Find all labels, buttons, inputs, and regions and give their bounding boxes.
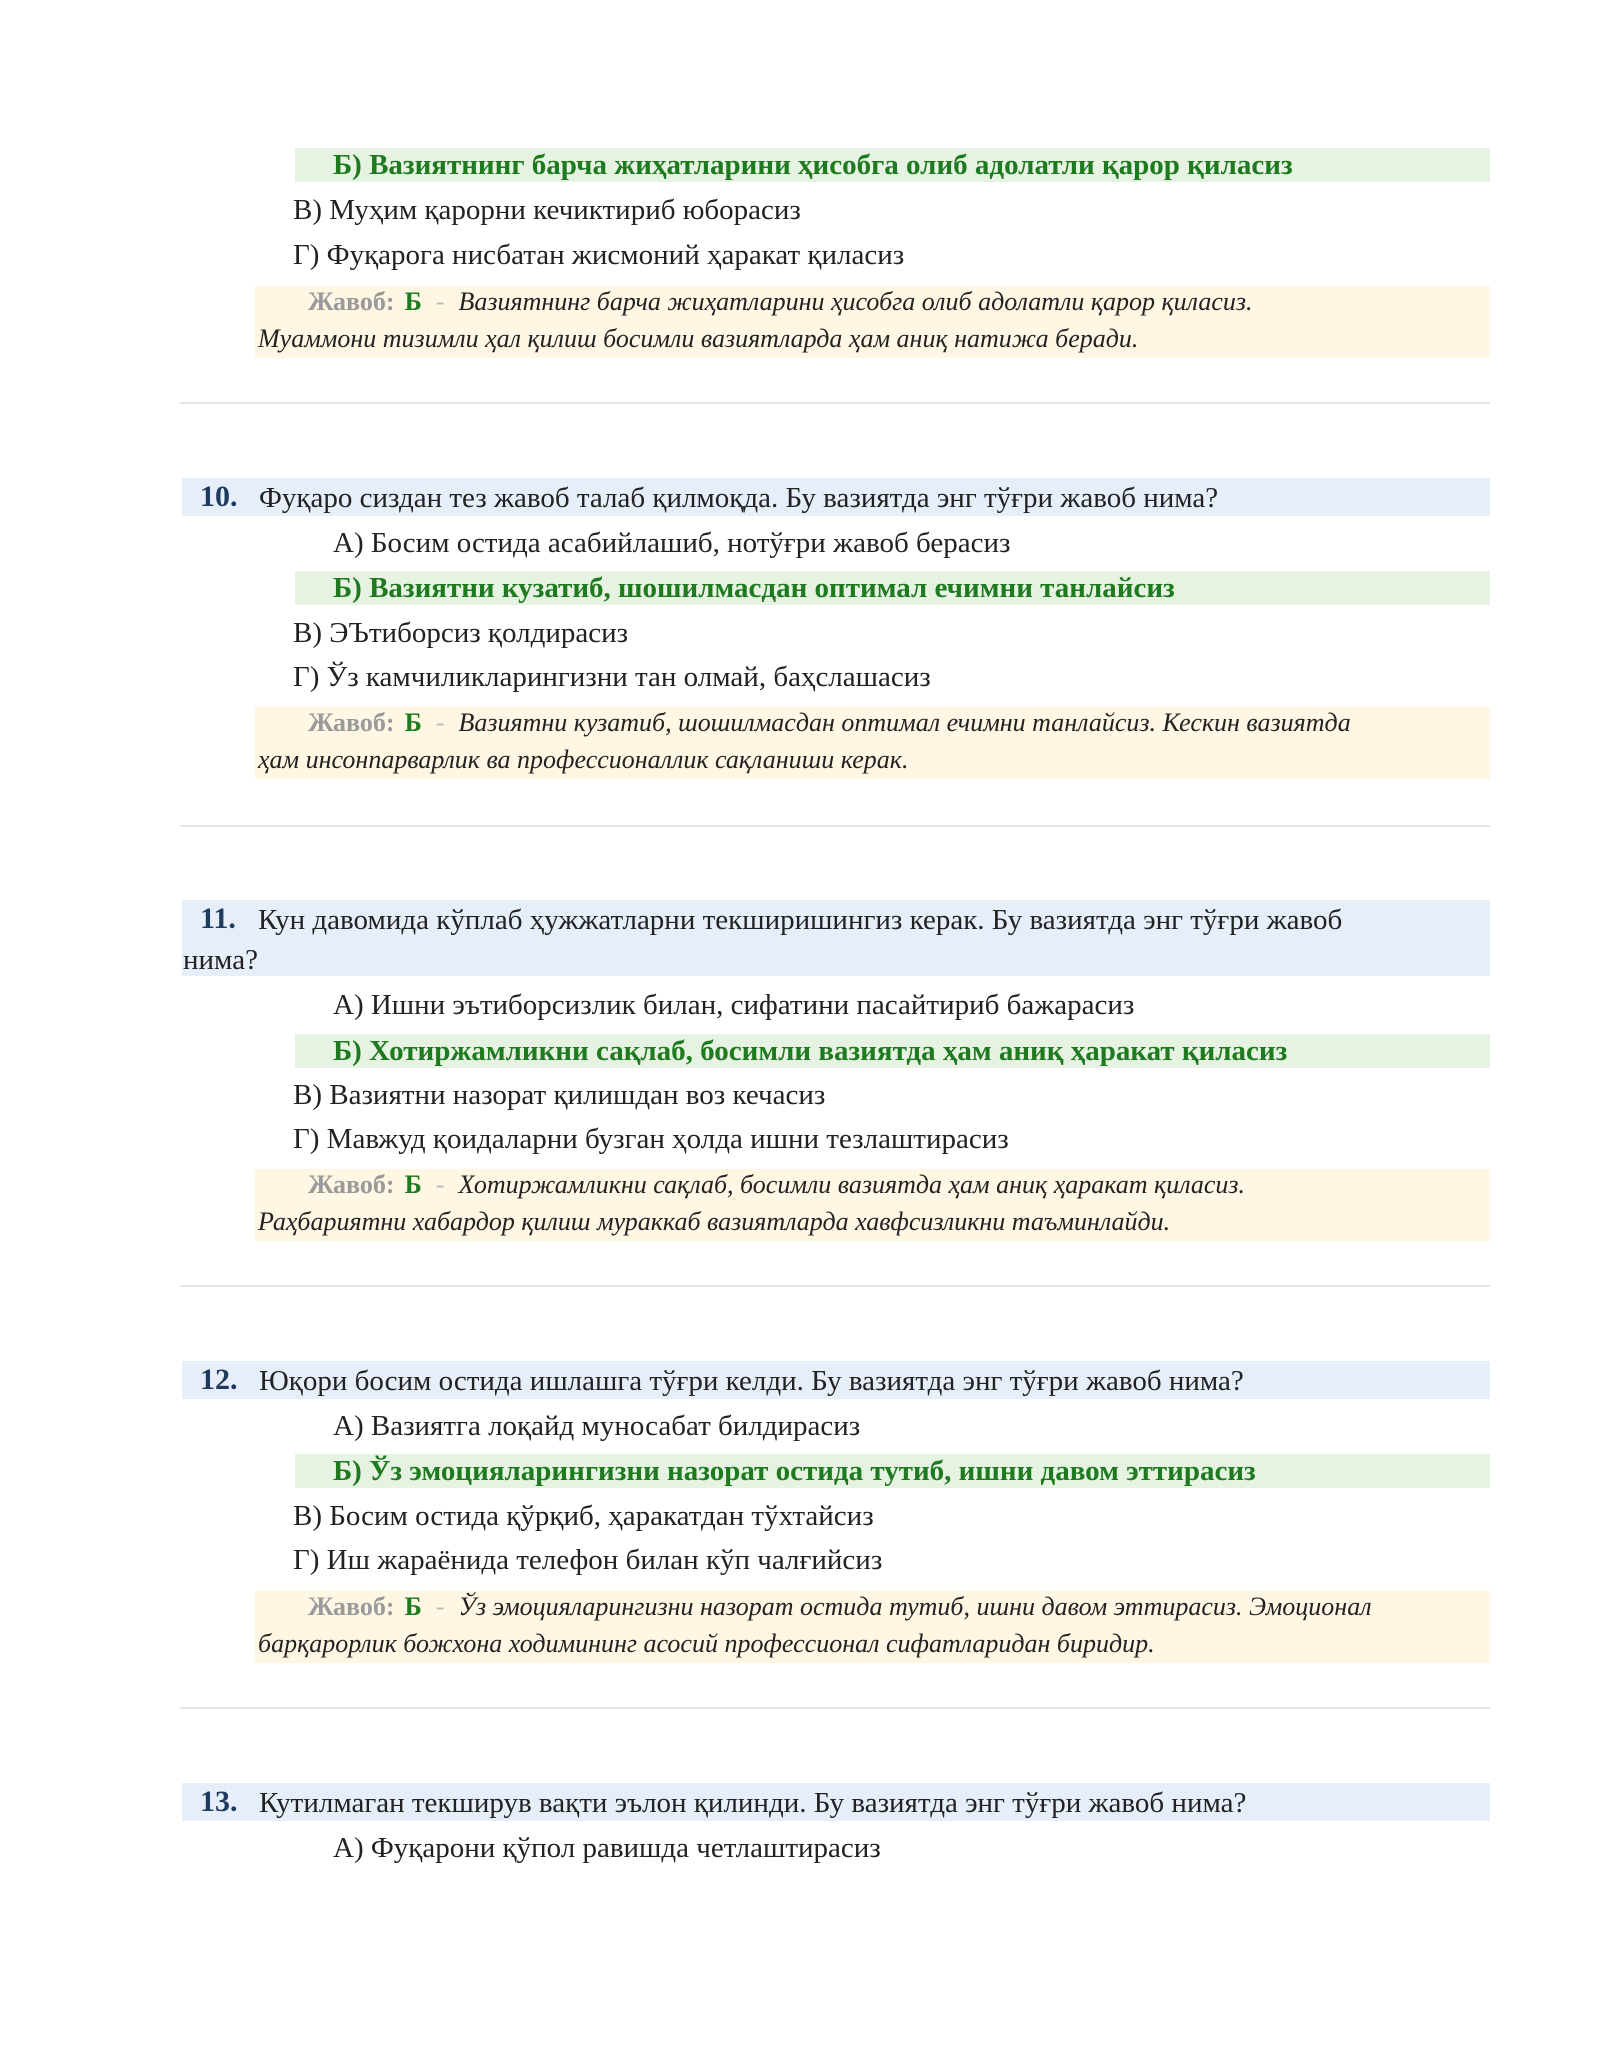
question-number: 10. [200, 480, 238, 513]
answer-line-2: Раҳбариятни хабардор қилиш мураккаб вазиятларда хавфсизликни таъминлайди. [258, 1207, 1171, 1236]
option-a: А) Ишни эътиборсизлик билан, сифатини пасайтириб бажарасиз [333, 989, 1135, 1021]
question-text: Юқори босим остида ишлашга тўғри келди. Бу вазиятда энг тўғри жавоб нима? [259, 1365, 1244, 1397]
answer-line-2: Муаммони тизимли ҳал қилиш босимли вазиятларда ҳам аниқ натижа беради. [258, 324, 1139, 353]
option-v: В) Муҳим қарорни кечиктириб юборасиз [293, 194, 801, 226]
question-text-line-2: нима? [183, 944, 258, 976]
option-a: А) Вазиятга лоқайд муносабат билдирасиз [333, 1410, 861, 1442]
separator [180, 1285, 1490, 1287]
answer-letter: Б [404, 287, 422, 316]
option-v: В) Босим остида қўрқиб, ҳаракатдан тўхтайсиз [293, 1500, 874, 1532]
option-a: А) Фуқарони қўпол равишда четлаштирасиз [333, 1832, 881, 1864]
question-number: 12. [200, 1363, 238, 1396]
answer-line-1 [308, 705, 1351, 741]
answer-line-1 [308, 284, 1253, 320]
option-b-correct: Б) Ўз эмоцияларингизни назорат остида тутиб, ишни давом эттирасиз [333, 1455, 1256, 1487]
option-b-correct: Б) Вазиятнинг барча жиҳатларини ҳисобга олиб адолатли қарор қиласиз [333, 149, 1293, 181]
option-v: В) Вазиятни назорат қилишдан воз кечасиз [293, 1079, 826, 1111]
answer-letter: Б [404, 1592, 422, 1621]
question-text: Кутилмаган текширув вақти эълон қилинди. Бу вазиятда энг тўғри жавоб нима? [259, 1787, 1247, 1819]
answer-dash: - [435, 1170, 445, 1199]
answer-label: Жавоб: [308, 287, 395, 316]
option-b-correct: Б) Хотиржамликни сақлаб, босимли вазиятда ҳам аниқ ҳаракат қиласиз [333, 1035, 1288, 1067]
answer-line-2: ҳам инсонпарварлик ва профессионаллик сақланиши керак. [258, 745, 909, 774]
answer-text-1: Вазиятни кузатиб, шошилмасдан оптимал ечимни танлайсиз. Кескин вазиятда [458, 708, 1351, 737]
answer-letter: Б [404, 708, 422, 737]
answer-label: Жавоб: [308, 1592, 395, 1621]
option-g: Г) Мавжуд қоидаларни бузган ҳолда ишни тезлаштирасиз [293, 1123, 1009, 1155]
option-v: В) ЭЪтиборсиз қолдирасиз [293, 617, 629, 649]
answer-dash: - [435, 287, 445, 316]
question-number: 13. [200, 1785, 238, 1818]
option-g: Г) Фуқарога нисбатан жисмоний ҳаракат қиласиз [293, 239, 905, 271]
answer-letter: Б [404, 1170, 422, 1199]
option-g: Г) Иш жараёнида телефон билан кўп чалғийсиз [293, 1544, 883, 1576]
answer-line-1 [308, 1167, 1245, 1203]
answer-text-1: Ўз эмоцияларингизни назорат остида тутиб, ишни давом эттирасиз. Эмоционал [458, 1592, 1372, 1621]
answer-dash: - [435, 708, 445, 737]
option-g: Г) Ўз камчиликларингизни тан олмай, баҳслашасиз [293, 661, 931, 693]
question-text: Фуқаро сиздан тез жавоб талаб қилмоқда. Бу вазиятда энг тўғри жавоб нима? [259, 482, 1219, 514]
question-number: 11. [200, 902, 236, 935]
option-b-correct: Б) Вазиятни кузатиб, шошилмасдан оптимал ечимни танлайсиз [333, 572, 1175, 604]
separator [180, 1707, 1490, 1709]
answer-line-1 [308, 1589, 1372, 1625]
answer-dash: - [435, 1592, 445, 1621]
answer-text-1: Хотиржамликни сақлаб, босимли вазиятда ҳам аниқ ҳаракат қиласиз. [458, 1170, 1246, 1199]
separator [180, 402, 1490, 404]
answer-label: Жавоб: [308, 708, 395, 737]
option-a: А) Босим остида асабийлашиб, нотўғри жавоб берасиз [333, 527, 1011, 559]
answer-text-1: Вазиятнинг барча жиҳатларини ҳисобга олиб адолатли қарор қиласиз. [458, 287, 1253, 316]
answer-label: Жавоб: [308, 1170, 395, 1199]
separator [180, 825, 1490, 827]
answer-line-2: барқарорлик божхона ходимининг асосий профессионал сифатларидан биридир. [258, 1629, 1155, 1658]
question-text: Кун давомида кўплаб ҳужжатларни текширишингиз керак. Бу вазиятда энг тўғри жавоб [258, 904, 1343, 936]
